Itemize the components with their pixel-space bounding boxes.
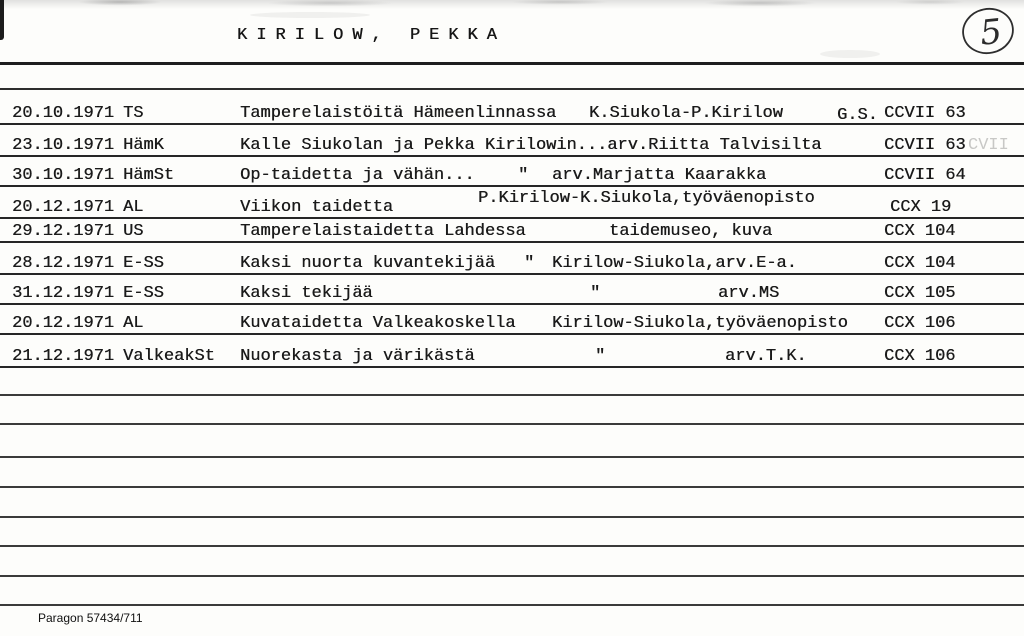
- header-rule-thin: [0, 88, 1024, 90]
- entry-credit: arv.T.K.: [725, 347, 807, 366]
- entry-underline: [0, 273, 1024, 275]
- entry-date: 30.10.1971: [12, 166, 115, 185]
- entry-reference: CCX 104: [884, 222, 956, 241]
- entry-reference: CCX 19: [890, 198, 952, 217]
- card-title: KIRILOW, PEKKA: [237, 26, 506, 45]
- entry-date: 28.12.1971: [12, 254, 115, 273]
- entry-reference: CCX 105: [884, 284, 956, 303]
- ruled-line: [0, 486, 1024, 488]
- header-rule-thick: [0, 62, 1024, 65]
- entry-underline: [0, 333, 1024, 335]
- ruled-line: [0, 456, 1024, 458]
- ditto-mark: ": [524, 254, 535, 273]
- entry-date: 20.10.1971: [12, 104, 115, 123]
- ruled-line: [0, 604, 1024, 606]
- entry-reference: CCX 106: [884, 347, 956, 366]
- entry-credit: arv.Marjatta Kaarakka: [552, 166, 767, 185]
- entry-credit: P.Kirilow-K.Siukola,työväenopisto: [478, 189, 815, 208]
- entry-underline: [0, 241, 1024, 243]
- entry-reference: CCX 104: [884, 254, 956, 273]
- entry-date: 31.12.1971: [12, 284, 115, 303]
- entry-credit: taidemuseo, kuva: [609, 222, 773, 241]
- entry-underline: [0, 155, 1024, 157]
- ditto-mark: ": [518, 166, 529, 185]
- entry-reference: CCVII 63: [884, 104, 966, 123]
- entry-title: Nuorekasta ja värikästä: [240, 347, 475, 366]
- entry-source: E-SS: [123, 254, 164, 273]
- entry-underline: [0, 366, 1024, 368]
- entry-reference: CCVII 64: [884, 166, 966, 185]
- entry-date: 20.12.1971: [12, 198, 115, 217]
- scan-smudge: [250, 12, 370, 18]
- ghost-offset-text: CVII: [968, 136, 1009, 155]
- entry-credit: arv.MS: [718, 284, 780, 303]
- entry-date: 29.12.1971: [12, 222, 115, 241]
- scan-smudge: [820, 50, 880, 58]
- entry-title: Tamperelaistöitä Hämeenlinnassa: [240, 104, 557, 123]
- entry-title: Op-taidetta ja vähän...: [240, 166, 475, 185]
- entry-underline: [0, 185, 1024, 187]
- ditto-mark: ": [590, 284, 601, 303]
- page-number: 5: [978, 11, 1004, 54]
- entry-title: Kalle Siukolan ja Pekka Kirilowin...arv.Riitta Talvisilta: [240, 136, 822, 155]
- entry-source: HämSt: [123, 166, 175, 185]
- entry-date: 21.12.1971: [12, 347, 115, 366]
- entry-underline: [0, 217, 1024, 219]
- ruled-line: [0, 516, 1024, 518]
- entry-date: 20.12.1971: [12, 314, 115, 333]
- entry-source: E-SS: [123, 284, 164, 303]
- entry-title: Tamperelaistaidetta Lahdessa: [240, 222, 526, 241]
- footer-brand: Paragon 57434/711: [38, 611, 143, 625]
- entry-title: Kaksi nuorta kuvantekijää: [240, 254, 496, 273]
- ruled-line: [0, 394, 1024, 396]
- entry-credit: K.Siukola-P.Kirilow: [589, 104, 783, 123]
- entry-title: Kuvataidetta Valkeakoskella: [240, 314, 516, 333]
- entry-credit: Kirilow-Siukola,työväenopisto: [552, 314, 848, 333]
- ruled-line: [0, 575, 1024, 577]
- entry-title: Viikon taidetta: [240, 198, 394, 217]
- ruled-line: [0, 545, 1024, 547]
- ruled-line: [0, 423, 1024, 425]
- entry-credit: Kirilow-Siukola,arv.E-a.: [552, 254, 797, 273]
- entry-source: HämK: [123, 136, 164, 155]
- entry-source: AL: [123, 314, 144, 333]
- entry-title: Kaksi tekijää: [240, 284, 373, 303]
- entry-reference: CCX 106: [884, 314, 956, 333]
- entry-initials: G.S.: [837, 106, 878, 125]
- entry-underline: [0, 303, 1024, 305]
- ditto-mark: ": [595, 347, 606, 366]
- scan-edge-artifact: [0, 0, 1024, 9]
- entry-source: AL: [123, 198, 144, 217]
- entry-source: ValkeakSt: [123, 347, 215, 366]
- entry-source: US: [123, 222, 144, 241]
- entry-source: TS: [123, 104, 144, 123]
- scan-corner-mark: [0, 0, 4, 40]
- entry-reference: CCVII 63: [884, 136, 966, 155]
- entry-date: 23.10.1971: [12, 136, 115, 155]
- page-number-circle: [954, 3, 1024, 63]
